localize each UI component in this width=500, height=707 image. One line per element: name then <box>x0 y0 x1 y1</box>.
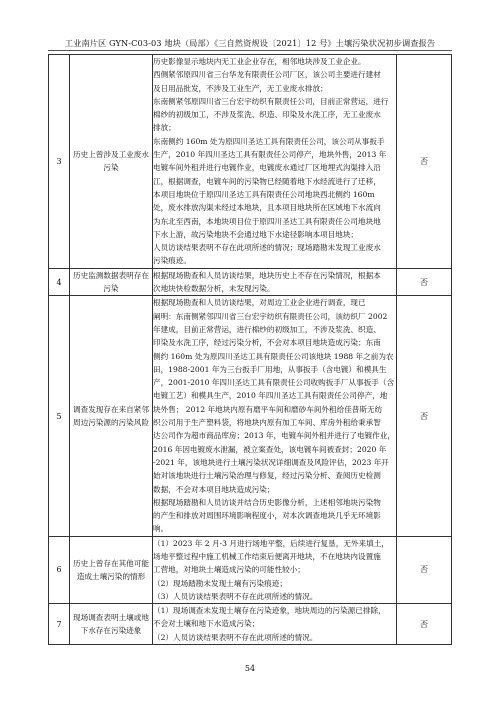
description-line: 数据，不会对本项目地块造成污染； <box>153 484 275 494</box>
description-line: 本项目地块位于原四川圣达工具有限责任公司地块西北侧约 160m <box>153 189 375 199</box>
table-row <box>49 268 452 296</box>
row-number: 5 <box>49 296 70 536</box>
description-line: 电镀工艺）和模具生产，2010 年四川圣达工具有限责任公司停产，地 <box>153 391 388 401</box>
description-line: 棉纱的初级加工，不涉及浆洗、织造、印染及水洗工序，无工业废水 <box>153 110 381 120</box>
description-line: （1）2023 年 2 月-3 月进行场地平整，后续进行复垦，无外来填土， <box>153 538 389 548</box>
description-line: （3）人员访谈结果表明不存在此项所述的情况。 <box>153 591 318 601</box>
description-line: 电镀车间外租并进行电镀作业，电镀废水通过厂区地埋式沟渠排入沿 <box>153 163 381 173</box>
page-number: 54 <box>244 664 256 673</box>
description-line: 田，1988-2001 年为三台扳手厂用地，从事扳手（含电镀）和模具生 <box>153 364 387 374</box>
description-line: 不会对土壤和地下水造成污染； <box>153 619 260 629</box>
check-item: 历史监测数据表明存在污染 <box>70 268 153 296</box>
description-cell <box>153 296 397 536</box>
header-rule <box>48 50 452 51</box>
description-line: 产，2001-2010 年四川圣达工具有限责任公司收购扳手厂从事扳手（含 <box>153 378 395 388</box>
check-item: 调查发现存在来自紧邻周边污染源的污染风险 <box>70 296 153 536</box>
description-line: 东南侧紧邻原四川省三台宏宇纺织有限责任公司，目前正常营运，进行 <box>153 96 389 106</box>
description-line: 处，废水排放沟渠未经过本地块，且本项目地块所在区域地下水流向 <box>153 203 381 213</box>
description-line: 年建成，目前正常营运，进行棉纱的初级加工，不涉及浆洗、织造、 <box>153 324 381 334</box>
description-line: 下水上游，故污染地块不会通过地下水途径影响本项目地块； <box>153 229 359 239</box>
description-line: 2016 年因电镀废水泄漏，被立案查处，该电镀车间被查封；2020 年 <box>153 444 387 454</box>
description-line: 织公司用于生产塑料袋，将地块内原有加工车间、库房外租给秉承智 <box>153 418 381 428</box>
description-cell <box>153 55 397 269</box>
description-line: （2）人员访谈结果表明不存在此项所述的情况。 <box>153 632 318 642</box>
description-line: 生产，2010 年四川圣达工具有限责任公司停产，地块外售，2013 年 <box>153 150 387 160</box>
description-line: 人员访谈结果表明不存在此项所述的情况；现场踏勘未发现工业废水 <box>153 243 381 253</box>
result-cell: 否 <box>397 268 452 296</box>
description-line: （1）现场调查未发现土壤存在污染迹象，地块周边的污染源已排除， <box>153 606 386 616</box>
result-cell: 否 <box>397 55 452 269</box>
table-row <box>49 536 452 603</box>
description-line: 始对该地块进行土壤污染治理与修复，经过污染分析、查阅历史检测 <box>153 471 381 481</box>
description-line: 根据现场勘查和人员访谈结果，对周边工业企业进行调查，现已 <box>153 298 366 308</box>
result-cell: 否 <box>397 604 452 645</box>
description-line: -2021 年，该地块进行土壤污染状况详细调查及风险评估，2023 年开 <box>153 457 389 467</box>
description-line: 根据现场勘查和人员访谈结果，地块历史上不存在污染情况，根据本 <box>153 270 381 280</box>
description-line: 场地平整过程中施工机械工作结束后便离开地块，不在地块内设置施 <box>153 551 381 561</box>
row-number: 7 <box>49 604 70 645</box>
description-line: 侧约 160m 处为原四川圣达工具有限责任公司该地块 1988 年之前为农 <box>153 351 394 361</box>
description-cell <box>153 536 397 603</box>
description-line: 印染及水洗工序，经过污染分析，不会对本项目地块造成污染；东南 <box>153 338 381 348</box>
check-item: 历史上曾涉及工业废水污染 <box>70 55 153 269</box>
description-line: 污染痕迹。 <box>153 256 191 266</box>
description-line: 历史影像显示地块内无工业企业存在，相邻地块涉及工业企业。 <box>153 57 366 66</box>
description-line: 西侧紧邻原四川省三台华龙有限责任公司厂区，该公司主要进行建材 <box>153 70 381 80</box>
table-row <box>49 296 452 536</box>
check-item: 历史上曾存在其他可能造成土壤污染的情形 <box>70 536 153 603</box>
description-line: 东南侧约 160m 处为原四川圣达工具有限责任公司，该公司从事扳手 <box>153 136 385 146</box>
description-line: 为东北至西南，本地块项目位于原四川圣达工具有限责任公司地块地 <box>153 216 381 226</box>
description-line: 次地块快检数据分析，未发现污染。 <box>153 284 275 294</box>
description-line: 根据现场踏勘和人员访谈并结合历史影像分析，上述相邻地块污染物 <box>153 497 381 507</box>
description-line: 达公司作为超市商品库房；2013 年，电镀车间外租并进行了电镀作业， <box>153 431 395 441</box>
table-row <box>49 604 452 645</box>
check-item: 现场调查表明土壤或地下水存在污染迹象 <box>70 604 153 645</box>
description-line: 阐明：东南侧紧邻四川省三台宏宇纺织有限责任公司，该纺织厂 2002 <box>153 311 388 321</box>
page-header: 工业南片区 GYN-C03-03 地块（局部）《三自然资规设〔2021〕12 号》土壤污染状况初步调查报告 <box>64 38 436 48</box>
description-line: 的产生和排放对周围环境影响程度小，对本次调查地块几乎无环境影 <box>153 511 381 521</box>
row-number: 3 <box>49 55 70 269</box>
description-line: 响。 <box>153 524 169 534</box>
survey-table <box>48 54 452 645</box>
description-line: （2）现场踏勘未发现土壤有污染痕迹； <box>153 578 287 588</box>
table-row <box>49 55 452 269</box>
description-cell <box>153 268 397 296</box>
result-cell: 否 <box>397 536 452 603</box>
description-line: 工营地，对地块土壤造成污染的可能性较小； <box>153 565 305 575</box>
description-line: 江，根据调查，电镀车间的污染物已经随着地下水经流进行了迁移， <box>153 176 381 186</box>
description-line: 排放； <box>153 123 176 133</box>
row-number: 4 <box>49 268 70 296</box>
row-number: 6 <box>49 536 70 603</box>
description-line: 块外售； 2012 年地块内原有磨平车间和磨砂车间外租给佳普斯无纺 <box>153 404 383 414</box>
result-cell: 否 <box>397 296 452 536</box>
description-line: 及日用品批发，不涉及工业生产，无工业废水排放； <box>153 83 328 93</box>
description-cell <box>153 604 397 645</box>
